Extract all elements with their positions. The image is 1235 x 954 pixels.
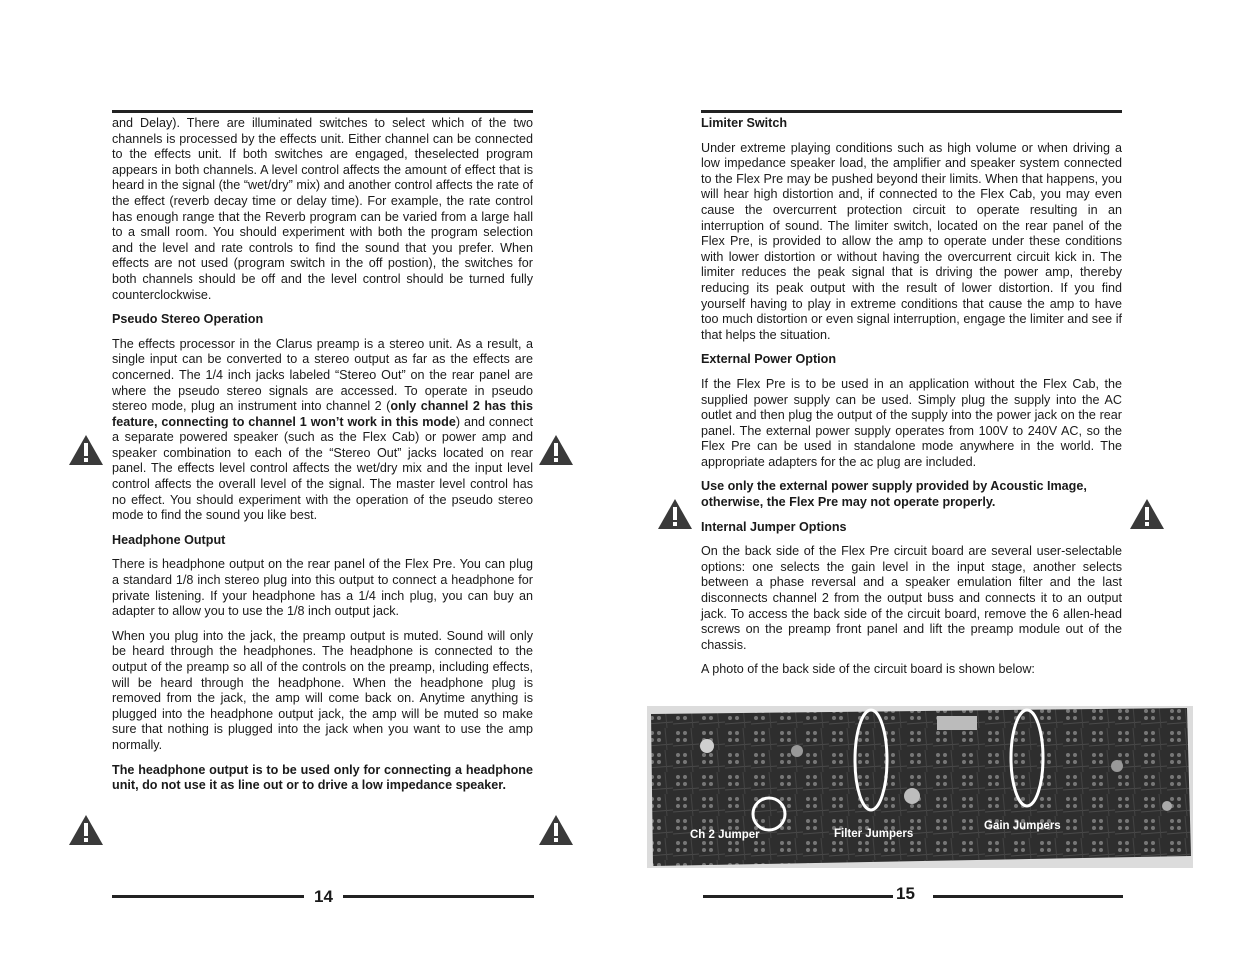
footer-rule-right bbox=[933, 895, 1123, 898]
top-rule bbox=[701, 110, 1122, 113]
label-filter-jumpers: Filter Jumpers bbox=[834, 828, 914, 840]
warning-triangle-icon bbox=[657, 498, 693, 530]
circuit-board-photo bbox=[647, 706, 1193, 868]
page-number-right: 15 bbox=[896, 884, 915, 903]
limiter-paragraph: Under extreme playing conditions such as high volume or when driving a low impedance speaker load, the amplifier and speaker system connected to the Flex Pre may be pushed beyond their limits. When that happens, you will hear high distortion and, if connected to the Flex Cab, you may even cause the overcurrent protection circuit to operate resulting in an interruption of sound. The limiter switch, located on the rear panel of the Flex Pre, is provided to allow the amp to operate under these conditions with lower distortion or without having the overcurrent circuit kick in. The limiter reduces the peak signal that is driving the power amp, thereby reducing its peak output with the result of lower distortion. If you find yourself having to play in extreme conditions that cause the amp to have too much distortion or even signal interruption, engage the limiter and see if that helps the situation. bbox=[701, 140, 1122, 342]
pseudo-text-2: ) and connect a separate powered speaker (such as the Flex Cab) or power amp and speaker combination to each of the “Stereo Out” jacks located on rear panel. The effects level control affects the wet/dry mix and the input level control affects the overall level of the signal. The master level control has no effect. You should experiment with the operation of the pseudo stereo mode to find the sound you like best. bbox=[112, 414, 533, 523]
headphone-warning: The headphone output is to be used only for connecting a headphone unit, do not use it as line out or to drive a low impedance speaker. bbox=[112, 762, 533, 793]
heading-internal-jumper: Internal Jumper Options bbox=[701, 519, 847, 534]
warning-triangle-icon bbox=[538, 814, 574, 846]
heading-pseudo-stereo: Pseudo Stereo Operation bbox=[112, 312, 264, 327]
jumper-paragraph: On the back side of the Flex Pre circuit board are several user-selectable options: one selects the gain level in the input stage, another selects between a phase reversal and a speaker emulation filter and the last disconnects channel 2 from the output buss and connects it to an output jack. To access the back side of the circuit board, remove the 6 allen-head screws on the preamp front panel and lift the preamp module out of the chassis. bbox=[701, 544, 1122, 652]
intro-paragraph: and Delay). There are illuminated switches to select which of the two channels is processed by the effects unit. Either channel can be connected to the effects unit. If both switches are engaged, theselected program appears in both channels. A level control affects the amount of effect that is heard in the signal (the “wet/dry” mix) and another control affects the rate of the effect (reverb decay time or delay time). For example, the rate control has enough range that the Reverb program can be varied from a large hall to a small room. You should experiment with both the program selection and the level and rate controls to find the sound that you prefer. When effects are not used (program switch in the off postion), the switches for both channels should be off and the level control should be turned fully counterclockwise. bbox=[112, 116, 533, 302]
label-ch2-jumper: Ch 2 Jumper bbox=[690, 829, 760, 841]
pseudo-text-bold: only channel 2 has this feature, connecting to channel 1 won’t work in this mode bbox=[112, 399, 533, 429]
page-number-left: 14 bbox=[314, 887, 333, 906]
right-page-column bbox=[701, 110, 1122, 687]
headphone-paragraph-2: When you plug into the jack, the preamp output is muted. Sound will only be heard through the headphones. The headphone is connected to the output of the preamp so all of the controls on the preamp, including effects, will be heard through the headphone. When the headphone plug is removed from the jack, the amp will come back on. Anytime anything is plugged into the headphone output jack, the amp will be muted so make sure that nothing is plugged into the jack when you want to use the amp normally. bbox=[112, 628, 533, 752]
circuit-board-image bbox=[647, 706, 1193, 868]
warning-triangle-icon bbox=[1129, 498, 1165, 530]
headphone-paragraph-1: There is headphone output on the rear panel of the Flex Pre. You can plug a standard 1/8 inch stereo plug into this output to connect a headphone for private listening. If your headphone has a 1/4 inch plug, you can buy an adapter to allow you to use the 1/8 inch output jack. bbox=[112, 557, 533, 619]
warning-triangle-icon bbox=[68, 814, 104, 846]
heading-external-power: External Power Option bbox=[701, 352, 837, 367]
left-page-column bbox=[112, 110, 533, 803]
heading-limiter-switch: Limiter Switch bbox=[701, 116, 788, 130]
label-gain-jumpers: Gain Jumpers bbox=[984, 820, 1061, 832]
heading-headphone-output: Headphone Output bbox=[112, 532, 226, 547]
footer-rule-left bbox=[112, 895, 304, 898]
footer-rule-right bbox=[703, 895, 893, 898]
power-paragraph: If the Flex Pre is to be used in an application without the Flex Cab, the supplied power supply can be used. Simply plug the supply into the AC outlet and then plug the output of the supply into the power jack on the rear panel. The external power supply operates from 100V to 240V AC, so the Flex Pre can be used in standalone mode anywhere in the world. The appropriate adapters for the ac plug are included. bbox=[701, 376, 1122, 469]
photo-caption: A photo of the back side of the circuit board is shown below: bbox=[701, 662, 1035, 677]
warning-triangle-icon bbox=[68, 434, 104, 466]
warning-triangle-icon bbox=[538, 434, 574, 466]
footer-rule-left bbox=[343, 895, 534, 898]
power-warning: Use only the external power supply provided by Acoustic Image, otherwise, the Flex Pre may not operate properly. bbox=[701, 479, 1087, 510]
top-rule bbox=[112, 110, 533, 113]
pseudo-text-1: The effects processor in the Clarus preamp is a stereo unit. As a result, a single input can be converted to a stereo output as far as the effects are concerned. The 1/4 inch jacks labeled “Stereo Out” on the rear panel are where the pseudo stereo signals are accessed. To operate in pseudo stereo mode, plug an instrument into channel 2 ( bbox=[112, 336, 533, 414]
pseudo-stereo-paragraph bbox=[112, 337, 533, 524]
